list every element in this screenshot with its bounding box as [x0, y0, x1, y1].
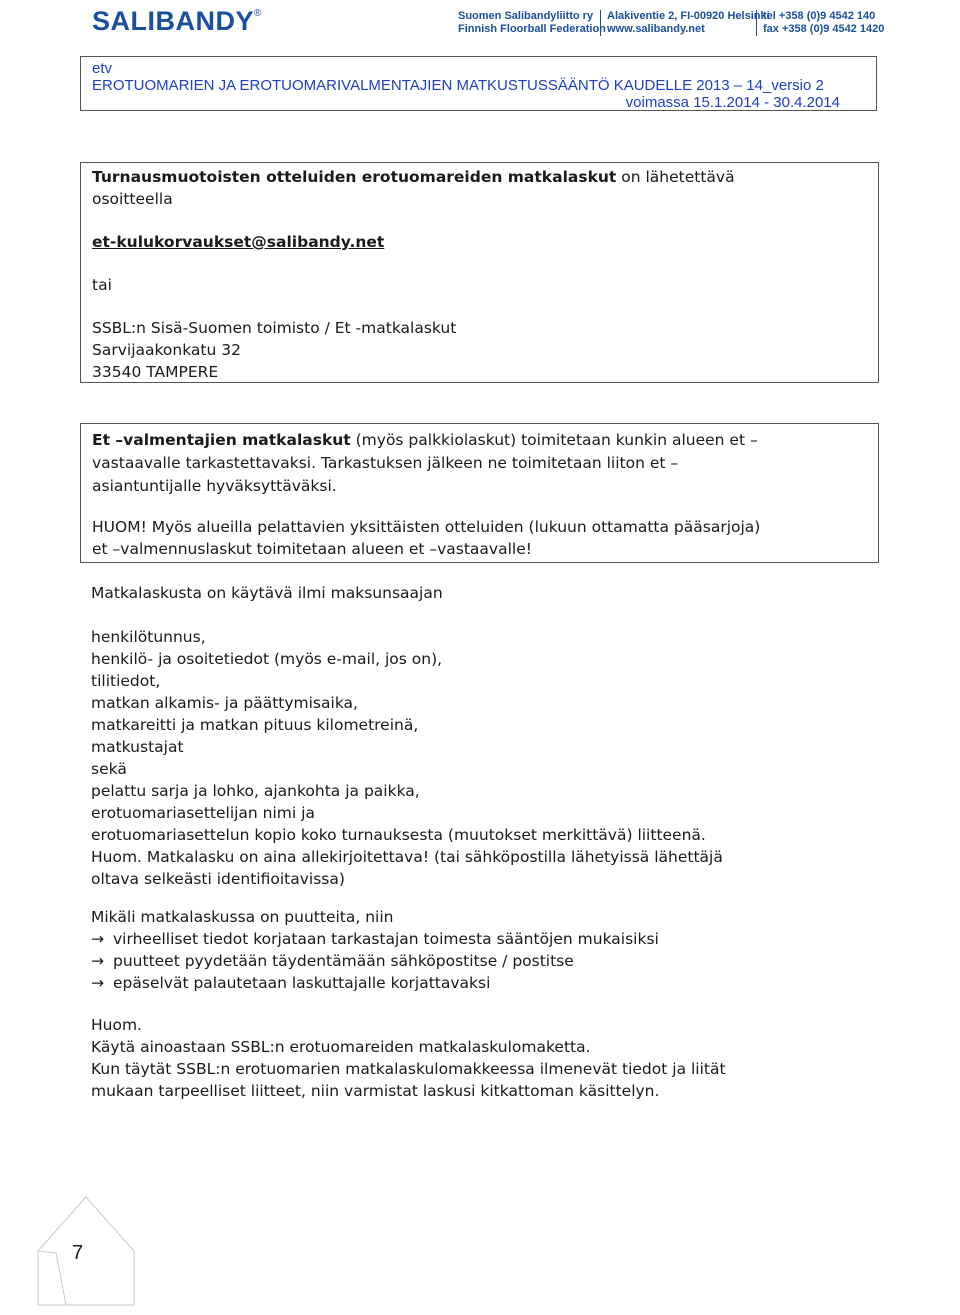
list-item: → virheelliset tiedot korjataan tarkastajan toimesta sääntöjen mukaisiksi — [91, 930, 659, 948]
fax: fax +358 (0)9 4542 1420 — [763, 23, 885, 35]
note-line: mukaan tarpeelliset liitteet, niin varmistat laskusi kitkattoman käsittelyn. — [91, 1082, 660, 1100]
box2-line-3: asiantuntijalle hyväksyttäväksi. — [92, 477, 337, 495]
note-line: Käytä ainoastaan SSBL:n erotuomareiden matkalaskulomaketta. — [91, 1038, 591, 1056]
salibandy-logo: SALIBANDY® — [92, 6, 262, 36]
list-item: → epäselvät palautetaan laskuttajalle korjattavaksi — [91, 974, 491, 992]
box2-line-4: HUOM! Myös alueilla pelattavien yksittäisten otteluiden (lukuun ottamatta pääsarjoja) — [92, 518, 761, 536]
arrow-right-icon: → — [91, 974, 104, 992]
missing-info-bullets — [91, 928, 659, 994]
box2-line-1: Et –valmentajien matkalaskut (myös palkkiolaskut) toimitetaan kunkin alueen et – — [92, 431, 758, 449]
list-item: matkustajat — [91, 738, 184, 756]
note-line: Kun täytät SSBL:n erotuomarien matkalaskulomakkeessa ilmenevät tiedot ja liität — [91, 1060, 726, 1078]
org-name — [458, 10, 606, 36]
list-item: erotuomariasettelijan nimi ja — [91, 804, 315, 822]
list-item: pelattu sarja ja lohko, ajankohta ja paikka, — [91, 782, 420, 800]
org-name-fi: Suomen Salibandyliitto ry — [458, 10, 594, 22]
arrow-right-icon: → — [91, 952, 104, 970]
list-item: Huom. Matkalasku on aina allekirjoitettava! (tai sähköpostilla lähetyissä lähettäjä — [91, 848, 723, 866]
document-header — [80, 56, 877, 111]
box1-line-2: osoitteella — [92, 190, 173, 208]
list-item: matkan alkamis- ja päättymisaika, — [91, 694, 358, 712]
website: www.salibandy.net — [607, 23, 705, 35]
arrow-right-icon: → — [91, 930, 104, 948]
org-contact — [756, 10, 884, 36]
org-address — [600, 10, 770, 36]
list-item: henkilötunnus, — [91, 628, 206, 646]
header-line-1: etv — [92, 60, 113, 77]
list-item: henkilö- ja osoitetiedot (myös e-mail, jos on), — [91, 650, 443, 668]
org-name-en: Finnish Floorball Federation — [458, 23, 606, 35]
registered-mark-icon: ® — [254, 8, 262, 19]
page-number: 7 — [72, 1242, 84, 1264]
box2-line-5: et –valmennuslaskut toimitetaan alueen et –vastaavalle! — [92, 540, 532, 558]
referee-invoice-box — [80, 162, 879, 383]
box2-line-2: vastaavalle tarkastettavaksi. Tarkastuksen jälkeen ne toimitetaan liiton et – — [92, 454, 679, 472]
missing-info-intro: Mikäli matkalaskussa on puutteita, niin — [91, 908, 394, 926]
page-number-badge — [36, 1195, 136, 1307]
list-item: tilitiedot, — [91, 672, 161, 690]
address-line-1: SSBL:n Sisä-Suomen toimisto / Et -matkalaskut — [92, 319, 457, 337]
list-item: oltava selkeästi identifioitavissa) — [91, 870, 345, 888]
list-item: matkareitti ja matkan pituus kilometreinä, — [91, 716, 419, 734]
final-note — [91, 1014, 726, 1102]
list-item: → puutteet pyydetään täydentämään sähköpostitse / postitse — [91, 952, 574, 970]
document-title: EROTUOMARIEN JA EROTUOMARIVALMENTAJIEN MATKUSTUSSÄÄNTÖ KAUDELLE 2013 – 14_versio 2 — [92, 77, 824, 94]
list-item: erotuomariasettelun kopio koko turnauksesta (muutokset merkittävä) liitteenä. — [91, 826, 706, 844]
street-address: Alakiventie 2, FI-00920 Helsinki — [607, 10, 770, 22]
address-line-2: Sarvijaakonkatu 32 — [92, 341, 241, 359]
address-line-3: 33540 TAMPERE — [92, 363, 219, 381]
coach-invoice-box — [80, 423, 879, 563]
box1-or: tai — [92, 276, 112, 294]
phone: tel +358 (0)9 4542 140 — [763, 10, 876, 22]
box1-line-1: Turnausmuotoisten otteluiden erotuomareiden matkalaskut on lähetettävä — [92, 168, 735, 186]
invoice-email[interactable]: et-kulukorvaukset@salibandy.net — [92, 233, 385, 251]
validity-period: voimassa 15.1.2014 - 30.4.2014 — [625, 94, 840, 111]
requirements-intro: Matkalaskusta on käytävä ilmi maksunsaajan — [91, 584, 443, 602]
note-heading: Huom. — [91, 1016, 142, 1034]
requirements-list — [91, 626, 723, 890]
list-item: sekä — [91, 760, 127, 778]
